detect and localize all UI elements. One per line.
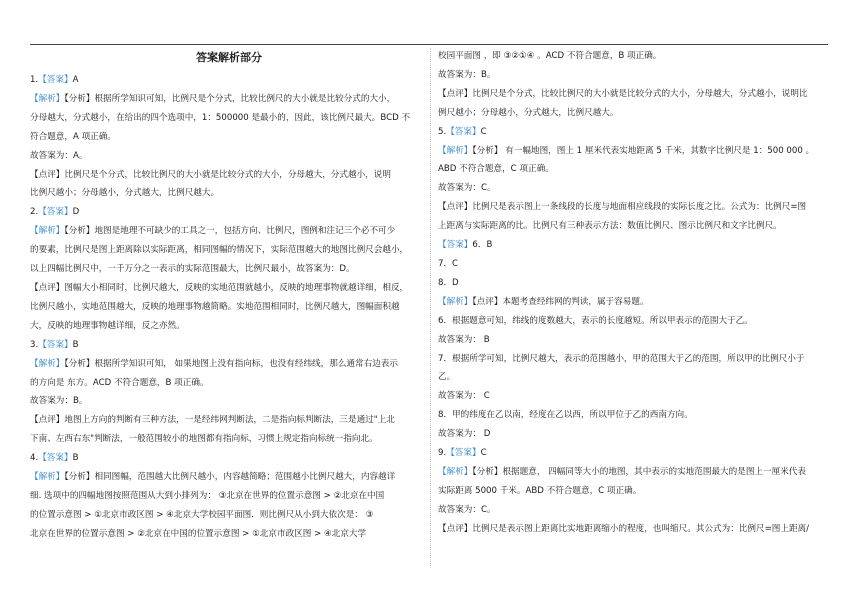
text-line (438, 312, 836, 331)
text-line (30, 525, 428, 544)
line-text: 故答案为： B (438, 334, 490, 345)
line-text: 【点评】比例尺是表示图上一条线段的长度与地面相应线段的实际长度之比。公式为：比例尺=图 (438, 202, 807, 213)
column-divider (430, 48, 431, 568)
line-text: 【点评】比例尺是个分式，比较比例尺的大小就是比较分式的大小，分母越大，分式越小，说明 (30, 169, 391, 180)
text-line (438, 425, 836, 444)
text-line (438, 406, 836, 425)
line-text: C (480, 126, 487, 137)
line-text: 北京在世界的位置示意图 > ②北京在中国的位置示意图 > ①北京市政区图 > ④北京大学 (30, 528, 367, 539)
answer-tag: 【解析】 (30, 93, 65, 104)
text-line (30, 487, 428, 506)
answer-tag: 【解析】 (438, 466, 473, 477)
line-text: 4. (30, 453, 39, 464)
text-line (438, 387, 836, 406)
line-text: 7．C (438, 258, 459, 269)
text-line (30, 109, 428, 128)
line-text: 校园平面图 ，即 ③②①④ 。ACD 不符合题意，B 项正确。 (438, 51, 662, 61)
line-text: C (480, 448, 487, 459)
text-line (438, 217, 836, 236)
text-line (30, 506, 428, 525)
text-line (30, 317, 428, 336)
line-text: 故答案为： D (438, 429, 491, 440)
line-text: 乙。 (438, 372, 456, 383)
line-text: 【分析】根据所学知识可知，比例尺是个分式，比较比例尺的大小就是比较分式的大小， (64, 93, 396, 104)
answer-tag: 【解析】 (30, 472, 65, 483)
line-text: 【分析】地图是地理不可缺少的工具之一，包括方向、比例尺，图例和注记三个必不可少 (64, 226, 396, 237)
text-line (30, 128, 428, 147)
line-text: 的位置示意图 > ①北京市政区图 > ④北京大学校园平面图．则比例尺从小到大依次是： ③ (30, 509, 374, 520)
text-line (438, 501, 836, 520)
answer-tag: 【答案】 (38, 207, 73, 218)
answer-tag: 【解析】 (438, 296, 473, 307)
line-text: D (72, 207, 80, 218)
line-text: 大，反映的地理事物越详细，反之亦然。 (30, 320, 185, 331)
line-text: 9. (438, 448, 447, 459)
text-line (438, 463, 836, 482)
text-line (30, 241, 428, 260)
text-line (30, 392, 428, 411)
section-title: 答案解析部分 (196, 51, 262, 64)
line-text: 【点评】图幅大小相同时，比例尺越大，反映的实地范围就越小，反映的地理事物就越详细，相反， (30, 282, 409, 293)
line-text: 例尺越小；分母越小，分式越大，比例尺越大。 (438, 107, 619, 118)
answer-tag: 【答案】 (38, 75, 73, 85)
line-text: 【分析】根据题意， 四幅同等大小的地图，其中表示的实地范围最大的是图上一厘米代表 (472, 466, 806, 477)
line-text: 3. (30, 339, 39, 350)
line-text: B (72, 453, 79, 464)
text-line (30, 336, 428, 355)
text-line (438, 368, 836, 387)
line-text: 【分析】根据所学知识可知， 如果地图上没有指向标，也没有经纬线，那么通常右边表示 (64, 358, 398, 369)
line-text: 比例尺越小，实地范围越大，反映的地理事物越简略。实地范围相同时，比例尺越大，图幅面积越 (30, 301, 400, 312)
line-text: 分母越大，分式越小，在给出的四个选项中，1：500000 是最小的，因此，该比例尺最大。BCD 不 (30, 112, 411, 123)
line-text: 故答案为：A。 (30, 150, 88, 161)
text-line (30, 468, 428, 487)
left-column (30, 47, 428, 544)
text-line (30, 71, 428, 90)
text-line (438, 179, 836, 198)
line-text: 6．B (472, 240, 493, 251)
line-text: 【点评】比例尺是表示图上距离比实地距离缩小的程度，也叫缩尺。其公式为：比例尺=图上距离/ (438, 523, 810, 534)
text-line (438, 85, 836, 104)
line-text: 下南、左西右东"判断法，一般范围较小的地图都有指向标，习惯上规定指向标统一指向北。 (30, 434, 378, 445)
line-text: 2. (30, 207, 39, 218)
answer-tag: 【答案】 (38, 453, 73, 464)
answer-tag: 【解析】 (30, 226, 65, 237)
text-line (438, 66, 836, 85)
line-text: 比例尺越小；分母越小，分式越大，比例尺越大。 (30, 188, 220, 199)
text-line (30, 260, 428, 279)
answer-tag: 【解析】 (438, 145, 473, 156)
line-text: 上距离与实际距离的比。比例尺有三种表示方法：数值比例尺、图示比例尺和文字比例尺。 (438, 221, 782, 232)
line-text: 【点评】本题考查经纬网的判读，属于容易题。 (472, 296, 649, 307)
text-line (30, 279, 428, 298)
text-line (438, 104, 836, 123)
line-text: 7．根据所学可知，比例尺越大，表示的范围越小，甲的范围大于乙的范围，所以甲的比例尺小于 (438, 353, 805, 364)
line-text: 5. (438, 126, 447, 137)
line-text: 8．D (438, 277, 459, 288)
line-text: 【分析】 有一幅地图，图上 1 厘米代表实地距离 5 千米，其数字比例尺是 1：500 000 。 (472, 145, 815, 156)
line-text: ABD 不符合题意，C 项正确。 (438, 164, 554, 175)
text-line (438, 444, 836, 463)
line-text: 1. (30, 75, 39, 85)
answer-tag: 【答案】 (38, 339, 73, 350)
text-line (438, 123, 836, 142)
text-line (30, 374, 428, 393)
text-line (30, 184, 428, 203)
line-text: 故答案为： C (438, 391, 490, 402)
line-text: 细. 选项中的四幅地图按照范围从大到小排列为： ③北京在世界的位置示意图 > ②北京在中国 (30, 490, 385, 501)
line-text: 实际距离 5000 千米。ABD 不符合题意，C 项正确。 (438, 485, 642, 496)
line-text: 【点评】比例尺是个分式，比较比例尺的大小就是比较分式的大小，分母越大，分式越小，说明比 (438, 88, 808, 99)
text-line (438, 331, 836, 350)
answer-tag: 【答案】 (446, 126, 481, 137)
line-text: 8．甲的纬度在乙以南，经度在乙以西，所以甲位于乙的西南方向。 (438, 410, 693, 421)
text-line (438, 255, 836, 274)
line-text: 故答案为：C。 (438, 183, 496, 194)
line-text: 故答案为：B。 (30, 396, 88, 407)
answer-tag: 【解析】 (30, 358, 65, 369)
line-text: 【点评】地图上方向的判断有三种方法，一是经纬网判断法，二是指向标判断法，三是通过"上北 (30, 415, 395, 426)
line-text: A (72, 75, 79, 85)
line-text: 6．根据题意可知，纬线的度数越大，表示的长度越短。所以甲表示的范围大于乙。 (438, 315, 753, 326)
text-line (30, 147, 428, 166)
text-line (438, 142, 836, 161)
line-text: 的要素，比例尺是图上距离除以实际距离，相同图幅的情况下，实际范围越大的地图比例尺会越小， (30, 245, 409, 256)
header-rule (30, 44, 828, 45)
line-text: 以上四幅比例尺中，一千万分之一表示的实际范围最大，比例尺最小，故答案为：D。 (30, 264, 355, 275)
text-line (30, 222, 428, 241)
text-line (30, 298, 428, 317)
text-line (30, 430, 428, 449)
text-line (438, 236, 836, 255)
line-text: 符合题意，A 项正确。 (30, 131, 116, 142)
text-line (438, 198, 836, 217)
text-line (438, 520, 836, 539)
answer-tag: 【答案】 (438, 240, 473, 251)
text-line (30, 411, 428, 430)
text-line (30, 355, 428, 374)
text-line (438, 293, 836, 312)
text-line (30, 449, 428, 468)
text-line (438, 47, 836, 66)
text-line (438, 482, 836, 501)
text-line (30, 90, 428, 109)
line-text: 的方向是 东方。ACD 不符合题意，B 项正确。 (30, 377, 209, 388)
line-text: 故答案为：C。 (438, 504, 496, 515)
text-line (438, 160, 836, 179)
right-column (438, 47, 836, 539)
line-text: B (72, 339, 79, 350)
line-text: 【分析】相同图幅，范围越大比例尺越小，内容越简略；范围越小比例尺越大，内容越详 (64, 472, 396, 483)
text-line (30, 166, 428, 185)
answer-tag: 【答案】 (446, 448, 481, 459)
text-line (30, 203, 428, 222)
line-text: 故答案为：B。 (438, 69, 496, 80)
text-line (438, 274, 836, 293)
text-line (438, 350, 836, 369)
